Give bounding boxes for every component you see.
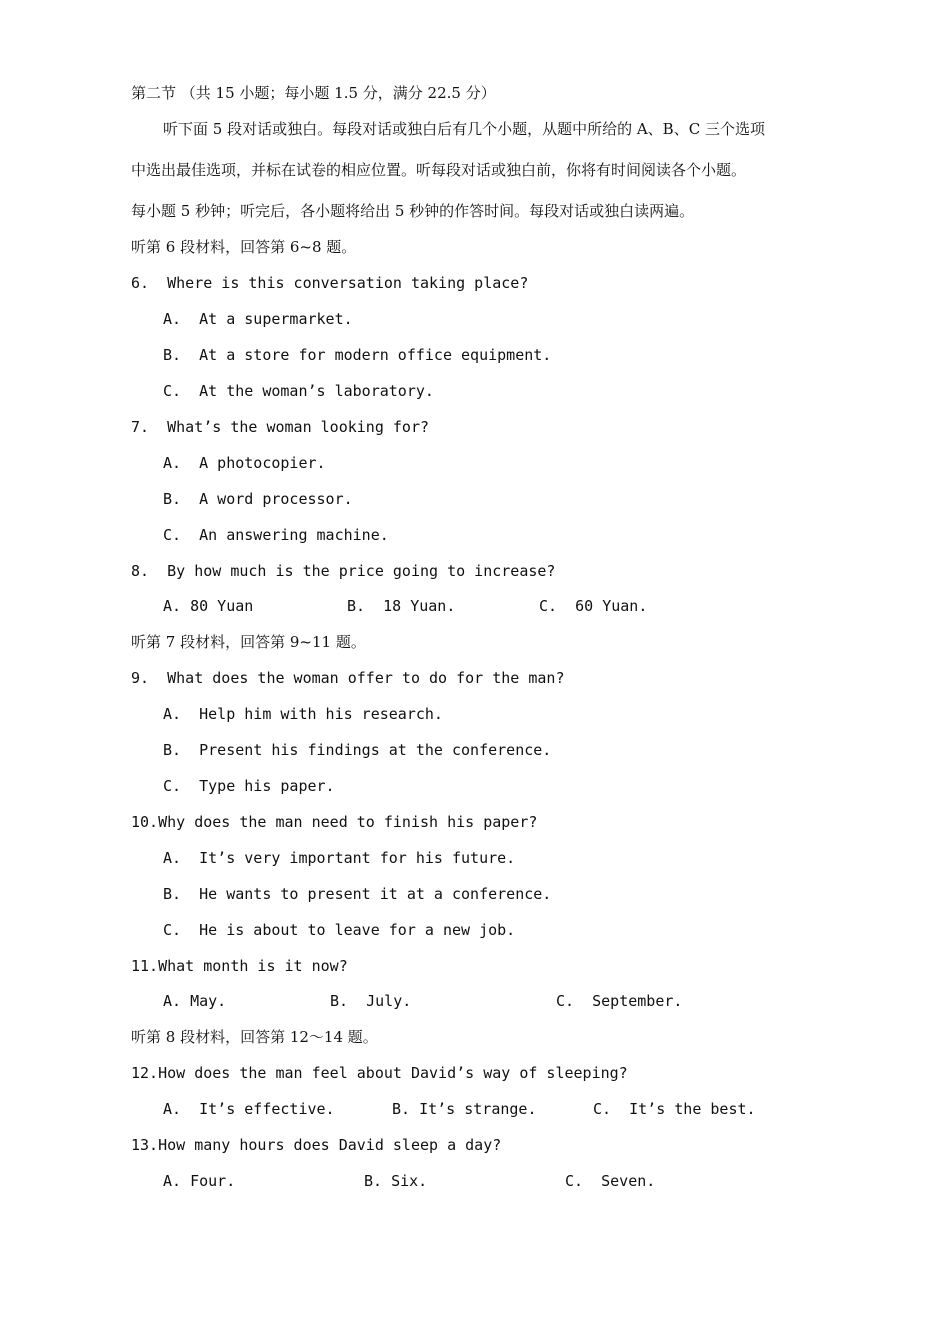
option-text: July. [366,992,412,1010]
question-8 [131,561,555,581]
question-9 [131,668,564,688]
option-label: C. [593,1100,612,1118]
question-text: What does the woman offer to do for the man? [167,669,565,687]
option-b [347,596,455,616]
option-text: It’s very important for his future. [199,849,516,867]
option-text: 60 Yuan. [575,597,648,615]
option-label: A. [163,310,182,328]
option-text: Present his findings at the conference. [199,741,552,759]
option-label: A. [163,1172,182,1190]
group-title: 听第 7 段材料，回答第 9~11 题。 [131,633,366,651]
option-a [163,453,326,473]
option-text: At the woman’s laboratory. [199,382,434,400]
option-c [163,776,335,796]
question-text: Why does the man need to finish his paper? [158,813,538,831]
question-number: 6. [131,274,150,292]
question-number: 8. [131,562,150,580]
option-c [565,1171,655,1191]
option-b [364,1171,427,1191]
option-text: He wants to present it at a conference. [199,885,552,903]
option-b [163,489,353,509]
question-13 [131,1135,501,1155]
option-label: B. [163,741,182,759]
option-c [163,381,434,401]
option-a [163,848,515,868]
question-number: 10. [131,813,159,831]
option-text: May. [190,992,227,1010]
option-b [392,1099,537,1119]
instruction-line: 听下面 5 段对话或独白。每段对话或独白后有几个小题，从题中所给的 A、B、C 三个选项 [163,120,765,138]
question-number: 12. [131,1064,159,1082]
question-text: How many hours does David sleep a day? [158,1136,502,1154]
option-a [163,1171,235,1191]
option-c [163,525,389,545]
option-label: B. [163,346,182,364]
option-label: C. [163,382,182,400]
section-heading: 第二节 （共 15 小题；每小题 1.5 分，满分 22.5 分） [131,84,496,102]
option-b [163,345,551,365]
option-a [163,309,353,329]
option-c [593,1099,756,1119]
option-a [163,596,253,616]
option-text: At a store for modern office equipment. [199,346,552,364]
option-label: B. [163,490,182,508]
question-text: How does the man feel about David’s way of sleeping? [158,1064,628,1082]
option-label: C. [163,777,182,795]
instruction-line: 每小题 5 秒钟；听完后，各小题将给出 5 秒钟的作答时间。每段对话或独白读两遍。 [131,202,695,220]
option-label: C. [539,597,558,615]
question-11 [131,956,348,976]
option-text: Four. [190,1172,236,1190]
option-label: A. [163,705,182,723]
option-label: C. [163,526,182,544]
option-text: 80 Yuan [190,597,254,615]
question-text: What’s the woman looking for? [167,418,430,436]
question-7 [131,417,429,437]
option-a [163,1099,335,1119]
group-title: 听第 8 段材料，回答第 12～14 题。 [131,1028,378,1046]
option-b [330,991,411,1011]
option-label: B. [330,992,349,1010]
option-text: It’s the best. [629,1100,756,1118]
instruction-line: 中选出最佳选项，并标在试卷的相应位置。听每段对话或独白前，你将有时间阅读各个小题。 [131,161,747,179]
option-b [163,740,551,760]
option-label: A. [163,1100,182,1118]
option-text: September. [592,992,683,1010]
option-text: A photocopier. [199,454,326,472]
option-text: It’s effective. [199,1100,335,1118]
option-c [556,991,682,1011]
option-text: A word processor. [199,490,353,508]
option-text: It’s strange. [419,1100,537,1118]
question-10 [131,812,537,832]
option-text: 18 Yuan. [383,597,456,615]
option-label: A. [163,597,182,615]
option-label: A. [163,849,182,867]
option-text: He is about to leave for a new job. [199,921,516,939]
option-text: Six. [391,1172,428,1190]
group-title: 听第 6 段材料，回答第 6~8 题。 [131,238,357,256]
option-label: B. [392,1100,411,1118]
option-text: At a supermarket. [199,310,353,328]
option-c [163,920,515,940]
question-number: 9. [131,669,150,687]
option-label: A. [163,992,182,1010]
option-text: Seven. [601,1172,656,1190]
option-label: A. [163,454,182,472]
question-number: 11. [131,957,159,975]
option-a [163,991,226,1011]
option-label: C. [565,1172,584,1190]
option-label: C. [556,992,575,1010]
question-number: 7. [131,418,150,436]
option-label: C. [163,921,182,939]
option-a [163,704,443,724]
question-number: 13. [131,1136,159,1154]
question-text: What month is it now? [158,957,348,975]
option-c [539,596,647,616]
option-text: Type his paper. [199,777,335,795]
option-label: B. [347,597,366,615]
option-b [163,884,551,904]
question-12 [131,1063,628,1083]
option-label: B. [163,885,182,903]
question-6 [131,273,528,293]
option-label: B. [364,1172,383,1190]
option-text: Help him with his research. [199,705,443,723]
question-text: By how much is the price going to increase? [167,562,556,580]
option-text: An answering machine. [199,526,389,544]
question-text: Where is this conversation taking place? [167,274,529,292]
